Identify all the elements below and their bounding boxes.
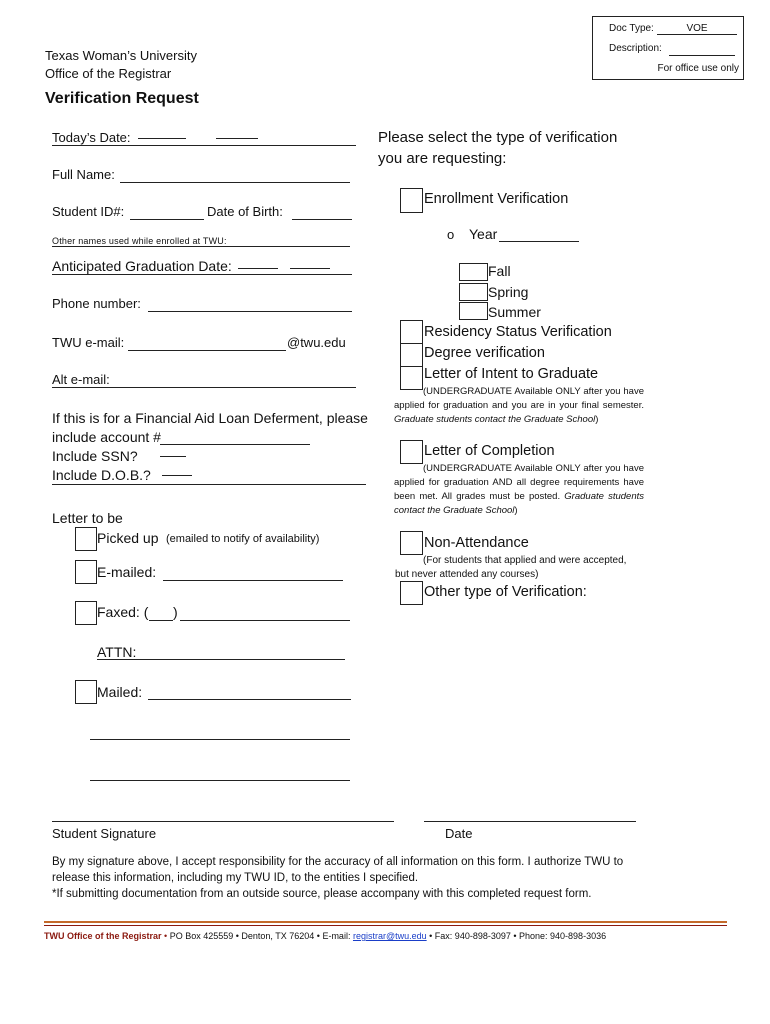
other-names-field[interactable]	[52, 246, 350, 247]
loan-deferment-text: If this is for a Financial Aid Loan Deferment, please	[52, 410, 368, 426]
phone-label: Phone number:	[52, 296, 141, 311]
picked-up-label: Picked up	[97, 530, 159, 546]
enrollment-label: Enrollment Verification	[424, 191, 569, 207]
year-bullet-icon: o	[447, 227, 455, 242]
twu-domain: @twu.edu	[287, 335, 346, 350]
picked-up-note: (emailed to notify of availability)	[166, 533, 320, 545]
completion-checkbox[interactable]	[400, 440, 423, 464]
account-number-field[interactable]	[160, 444, 310, 445]
verification-prompt-line-2: you are requesting:	[378, 150, 507, 167]
completion-note	[394, 462, 644, 518]
non-attendance-note-2: but never attended any courses)	[395, 569, 539, 580]
todays-date-field[interactable]	[52, 145, 356, 146]
office-use-box	[592, 16, 744, 80]
attn-field[interactable]	[97, 659, 345, 660]
intent-note	[394, 385, 644, 427]
faxed-checkbox[interactable]	[75, 601, 97, 625]
student-id-field[interactable]	[130, 219, 204, 220]
verification-prompt-line-1: Please select the type of verification	[378, 129, 618, 146]
residency-checkbox[interactable]	[400, 320, 423, 344]
year-label: Year	[469, 226, 498, 242]
fall-checkbox[interactable]	[459, 263, 488, 281]
twu-email-label: TWU e-mail:	[52, 335, 125, 350]
full-name-field[interactable]	[120, 182, 350, 183]
include-ssn-field[interactable]	[160, 456, 186, 457]
account-number-label: include account #	[52, 429, 161, 445]
dob-label: Date of Birth:	[207, 204, 283, 219]
disclaimer-line-2: release this information, including my TWU ID, to the entities I specified.	[52, 872, 419, 884]
other-names-label: Other names used while enrolled at TWU:	[52, 236, 227, 246]
intent-note-end: )	[595, 414, 599, 425]
fall-label: Fall	[488, 263, 511, 279]
emailed-field[interactable]	[163, 580, 343, 581]
alt-email-field[interactable]	[52, 387, 356, 388]
footer-rule-top	[44, 921, 727, 923]
completion-label: Letter of Completion	[424, 443, 555, 459]
date-blank-2	[216, 138, 258, 139]
alt-email-label: Alt e-mail:	[52, 372, 110, 387]
student-id-label: Student ID#:	[52, 204, 125, 219]
faxed-close-paren: )	[173, 604, 178, 620]
faxed-label: Faxed: (	[97, 604, 149, 620]
todays-date-label: Today’s Date:	[52, 130, 131, 145]
office-name: Office of the Registrar	[45, 66, 172, 81]
disclaimer-line-3: *If submitting documentation from an outside source, please accompany with this completed request form.	[52, 888, 592, 900]
attn-label: ATTN:	[97, 644, 137, 660]
description-field[interactable]	[669, 55, 735, 56]
disclaimer-line-1: By my signature above, I accept responsibility for the accuracy of all information on this form. I authorize TWU to	[52, 856, 624, 868]
date-blank-1	[138, 138, 186, 139]
mailed-checkbox[interactable]	[75, 680, 97, 704]
full-name-label: Full Name:	[52, 167, 115, 182]
other-label: Other type of Verification:	[424, 584, 587, 600]
student-signature-field[interactable]	[52, 821, 394, 822]
intent-note-text: (UNDERGRADUATE Available ONLY after you have applied for graduation and you are in your final semester.	[394, 386, 644, 411]
footer-rule-bottom	[44, 925, 727, 926]
description-label: Description:	[609, 43, 662, 54]
intent-note-italic: Graduate students contact the Graduate School	[394, 414, 596, 425]
signature-date-label: Date	[445, 826, 473, 841]
other-checkbox[interactable]	[400, 581, 423, 605]
twu-email-field[interactable]	[128, 350, 286, 351]
office-use-note: For office use only	[657, 63, 739, 74]
include-dob-field[interactable]	[162, 475, 192, 476]
mailed-address-line-2[interactable]	[90, 739, 350, 740]
residency-label: Residency Status Verification	[424, 324, 612, 340]
fax-number-field[interactable]	[180, 620, 350, 621]
mailed-address-line-1[interactable]	[148, 699, 351, 700]
mailed-address-line-3[interactable]	[90, 780, 350, 781]
doc-type-value[interactable]: VOE	[657, 23, 737, 35]
year-field[interactable]	[499, 241, 579, 242]
doc-type-label: Doc Type:	[609, 23, 654, 34]
grad-date-label: Anticipated Graduation Date:	[52, 258, 232, 274]
footer-email-link[interactable]: registrar@twu.edu	[352, 931, 427, 941]
signature-date-field[interactable]	[424, 821, 636, 822]
footer-office-name: TWU Office of the Registrar	[44, 931, 162, 941]
fax-area-code-field[interactable]	[149, 620, 173, 621]
intent-label: Letter of Intent to Graduate	[424, 366, 599, 382]
phone-field[interactable]	[148, 311, 352, 312]
loan-section-divider	[52, 484, 366, 485]
page-title: Verification Request	[45, 90, 199, 107]
footer-address: PO Box 425559 • Denton, TX 76204 • E-mail:	[169, 931, 351, 941]
dob-field[interactable]	[292, 219, 352, 220]
enrollment-checkbox[interactable]	[400, 188, 423, 213]
student-signature-label: Student Signature	[52, 826, 157, 841]
grad-blank-2	[290, 268, 330, 269]
spring-label: Spring	[488, 284, 529, 300]
degree-checkbox[interactable]	[400, 343, 423, 367]
mailed-label: Mailed:	[97, 684, 143, 700]
completion-note-text: (UNDERGRADUATE Available ONLY after you have applied for graduation AND all degree requirements have been met. All grades must be posted.	[394, 463, 644, 502]
summer-checkbox[interactable]	[459, 302, 488, 320]
include-dob-label: Include D.O.B.?	[52, 467, 151, 483]
footer-bullet: •	[164, 931, 168, 941]
non-attendance-note-1: (For students that applied and were accepted,	[423, 555, 627, 566]
footer	[44, 931, 606, 941]
university-name: Texas Woman’s University	[45, 48, 197, 63]
grad-date-field[interactable]	[52, 274, 352, 275]
grad-blank-1	[238, 268, 278, 269]
non-attendance-label: Non-Attendance	[424, 535, 529, 551]
spring-checkbox[interactable]	[459, 283, 488, 301]
summer-label: Summer	[488, 304, 541, 320]
degree-label: Degree verification	[424, 345, 545, 361]
picked-up-checkbox[interactable]	[75, 527, 97, 551]
letter-to-be-label: Letter to be	[52, 510, 123, 526]
include-ssn-label: Include SSN?	[52, 448, 138, 464]
footer-contact: • Fax: 940-898-3097 • Phone: 940-898-3036	[429, 931, 607, 941]
emailed-label: E-mailed:	[97, 564, 157, 580]
emailed-checkbox[interactable]	[75, 560, 97, 584]
non-attendance-checkbox[interactable]	[400, 531, 423, 555]
completion-note-italic: Graduate students contact the Graduate School	[394, 491, 645, 516]
completion-note-end: )	[514, 505, 518, 516]
